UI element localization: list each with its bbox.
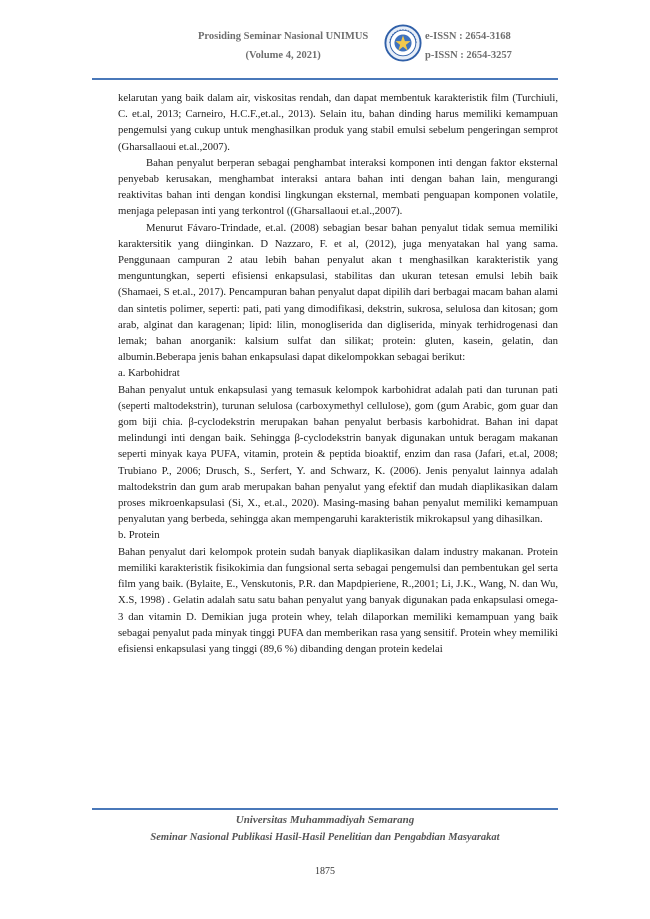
eissn-label: e-ISSN : 2654-3168: [425, 31, 511, 42]
section-a-heading: a. Karbohidrat: [118, 367, 180, 380]
volume-label: (Volume 4, 2021): [245, 50, 321, 61]
footer-divider: [92, 808, 558, 810]
proceeding-info: [198, 27, 368, 65]
section-a-body: Bahan penyalut untuk enkapsulasi yang temasuk kelompok karbohidrat adalah pati dan turunan pati (seperti maltodekstrin), turunan selulosa (carboxymethyl cellulose), gom (gum Arabic, gom guar dan gom biji chia. β-cyclodekstrin merupakan bahan penyalut berbasis karbohidrat. Bahan ini dapat melindungi inti dengan baik. Sehingga β-cyclodekstrin banyak digunakan untuk beragam makanan seperti minyak kaya PUFA, vitamin, protein & peptida bioaktif, enzim dan rasa (Jafari, et.al, 2008; Trubiano P., 2006; Drusch, S., Serfert, Y. and Schwarz, K. (2006). Jenis penyalut lainnya adalah maltodekstrin dan gum arab merupakan bahan penyalut yang efektif dan mudah diaplikasikan dalam proses mikroenkapsulasi (Si, X., et.al., 2020). Masing-masing bahan penyalut memiliki kemampuan penyalutan yang berbeda, sehingga akan mempengaruhi karakteristik mikrokapsul yang dihasilkan.: [118, 383, 558, 526]
paragraph-continuation: kelarutan yang baik dalam air, viskositas rendah, dan dapat membentuk karakteristik film (Turchiuli, C. et.al, 2013; Carneiro, H.C.F.,et.al., 2013). Selain itu, bahan dinding harus memiliki kemampuan pengemulsi yang cukup untuk menghasilkan produk yang stabil emulsi sebelum pengeringan semprot (Gharsallaoui et.al.,2007).: [118, 92, 558, 153]
university-seal-icon: [384, 24, 422, 62]
issn-info: [425, 27, 512, 65]
section-b-heading: b. Protein: [118, 529, 160, 542]
article-body: [118, 90, 558, 657]
pissn-label: p-ISSN : 2654-3257: [425, 50, 512, 61]
paragraph-coating-materials: Menurut Fávaro-Trindade, et.al. (2008) sebagian besar bahan penyalut tidak semua memiliki karaktersitik yang diinginkan. D Nazzaro, F. et al, (2012), juga menyatakan hal yang sama. Penggunaan campuran 2 atau lebih bahan penyalut akan t menghasilkan karakteristik yang menguntungkan, seperti efisiensi enkapsulasi, stabilitas dan ukuran tetesan emulsi lebih baik (Shamaei, S et.al., 2017). Pencampuran bahan penyalut dapat dipilih dari berbagai macam bahan alami dan sintetis polimer, seperti: pati, pati yang dimodifikasi, dekstrin, sukrosa, selulosa dan kitosan; gom arab, alginat dan karagenan; lipid: lilin, monogliserida dan digliserida, minyak terhidrogenasi dan lemak; bahan anorganik: kalsium sulfat dan silikat; protein: gluten, kasein, gelatin, dan albumin.Beberapa jenis bahan enkapsulasi dapat dikelompokkan sebagai berikut:: [118, 221, 558, 364]
section-b-body: Bahan penyalut dari kelompok protein sudah banyak diaplikasikan dalam industry makanan. Protein memiliki karakteristik fisikokimia dan fungsional serta sebagai pengemulsi dan pembentukan gel serta film yang baik. (Bylaite, E., Venskutonis, P.R. dan Mapdpieriene, R.,2001; Li, J.K., Wang, N. dan Wu, X.S, 1998) . Gelatin adalah satu satu bahan penyalut yang banyak digunakan pada enkapsulasi omega-3 dan vitamin D. Demikian juga protein whey, telah dilaporkan memiliki kemampuan yang baik sebagai penyalut pada minyak tinggi PUFA dan memberikan rasa yang sensitif. Protein whey memiliki efisiensi enkapsulasi yang tinggi (89,6 %) dibanding dengan protein kedelai: [118, 545, 558, 655]
footer-university: Universitas Muhammadiyah Semarang: [235, 814, 415, 826]
footer-seminar: Seminar Nasional Publikasi Hasil-Hasil Penelitian dan Pengabdian Masyarakat: [150, 832, 500, 843]
header-divider: [92, 78, 558, 80]
proceeding-title: Prosiding Seminar Nasional UNIMUS: [198, 31, 369, 42]
page-header: [0, 0, 650, 78]
page-number: 1875: [315, 866, 335, 877]
paragraph-coating-role: Bahan penyalut berperan sebagai penghambat interaksi komponen inti dengan faktor eksternal penyebab kerusakan, menghambat interaksi antara bahan inti dengan bahan lain, mengurangi reaktivitas bahan inti dengan kondisi lingkungan eksternal, membati penguapan komponen volatile, menjaga pelepasan inti yang terkontrol ((Gharsallaoui et.al.,2007).: [118, 156, 558, 218]
